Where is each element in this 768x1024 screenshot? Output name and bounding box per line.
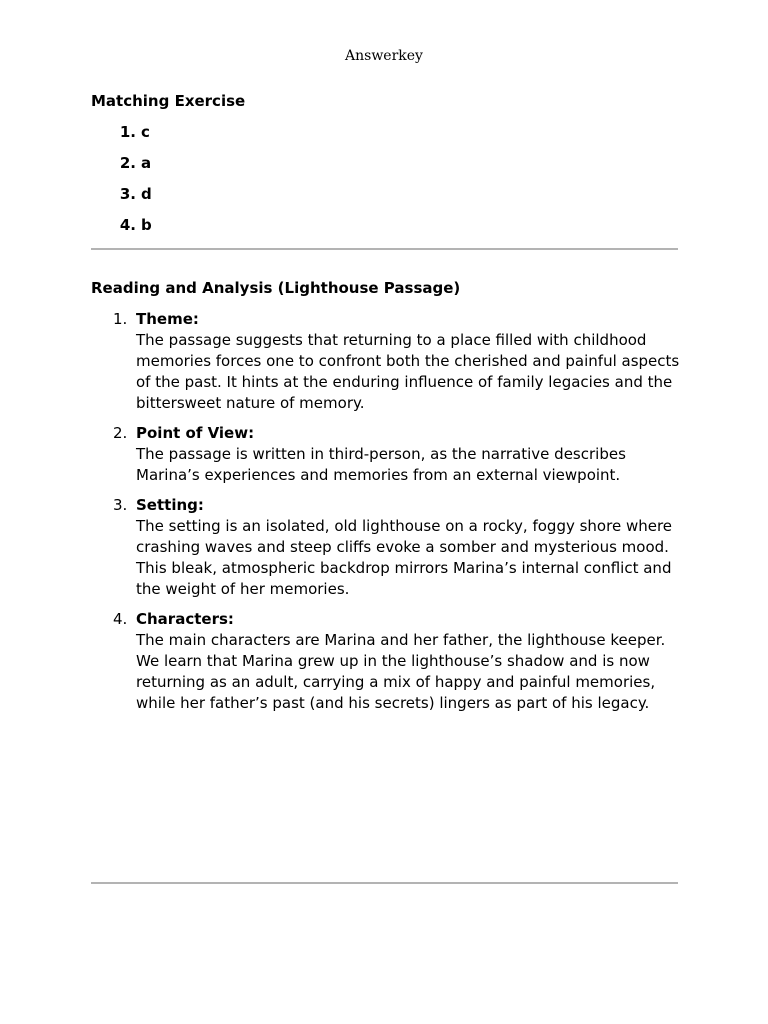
analysis-answer-item (91, 609, 681, 714)
analysis-answer-body (136, 609, 681, 714)
analysis-answer-text: The passage suggests that returning to a place filled with childhood memories forces one to confront both the cherished and painful aspects of the past. It hints at the enduring influence of family legacies and the bittersweet nature of memory. (136, 331, 680, 412)
matching-answer-item (91, 123, 679, 154)
analysis-answer-item (91, 495, 681, 600)
footer-divider (91, 882, 678, 884)
section-divider (91, 248, 678, 250)
matching-answer-number: 3. (119, 185, 136, 203)
analysis-answer-item (91, 423, 681, 486)
analysis-answer-number: 2. (113, 424, 128, 442)
matching-answer-list (91, 123, 679, 247)
analysis-answer-number: 3. (113, 496, 128, 514)
analysis-answer-item (91, 309, 681, 414)
matching-answer-item (91, 216, 679, 247)
matching-answer-letter: c (141, 123, 150, 141)
analysis-answer-body (136, 423, 681, 486)
matching-answer-letter: b (141, 216, 152, 234)
matching-exercise-title: Matching Exercise (91, 92, 246, 110)
analysis-answer-label: Characters: (136, 610, 234, 628)
analysis-answer-label: Point of View: (136, 424, 255, 442)
analysis-answer-number: 4. (113, 610, 128, 628)
matching-answer-number: 1. (119, 123, 136, 141)
analysis-answer-body (136, 495, 681, 600)
analysis-answer-list (91, 309, 681, 714)
analysis-answer-body (136, 309, 681, 414)
matching-answer-letter: a (141, 154, 152, 172)
analysis-answer-text: The main characters are Marina and her father, the lighthouse keeper. We learn that Marina grew up in the lighthouse’s shadow and is now returning as an adult, carrying a mix of happy and painful memories, while her father’s past (and his secrets) lingers as part of his legacy. (136, 631, 666, 712)
matching-answer-item (91, 154, 679, 185)
matching-answer-letter: d (141, 185, 152, 203)
analysis-answer-number: 1. (113, 310, 128, 328)
matching-answer-number: 2. (119, 154, 136, 172)
analysis-answer-label: Theme: (136, 310, 199, 328)
page-header-title: Answerkey (345, 48, 423, 64)
matching-answer-item (91, 185, 679, 216)
matching-answer-number: 4. (119, 216, 136, 234)
reading-analysis-section (91, 279, 681, 723)
reading-analysis-title: Reading and Analysis (Lighthouse Passage) (91, 279, 461, 297)
matching-exercise-section (91, 92, 679, 247)
analysis-answer-label: Setting: (136, 496, 204, 514)
analysis-answer-text: The setting is an isolated, old lighthouse on a rocky, foggy shore where crashing waves and steep cliffs evoke a somber and mysterious mood. This bleak, atmospheric backdrop mirrors Marina’s internal conflict and the weight of her memories. (136, 517, 673, 598)
analysis-answer-text: The passage is written in third-person, as the narrative describes Marina’s experiences and memories from an external viewpoint. (136, 445, 626, 484)
